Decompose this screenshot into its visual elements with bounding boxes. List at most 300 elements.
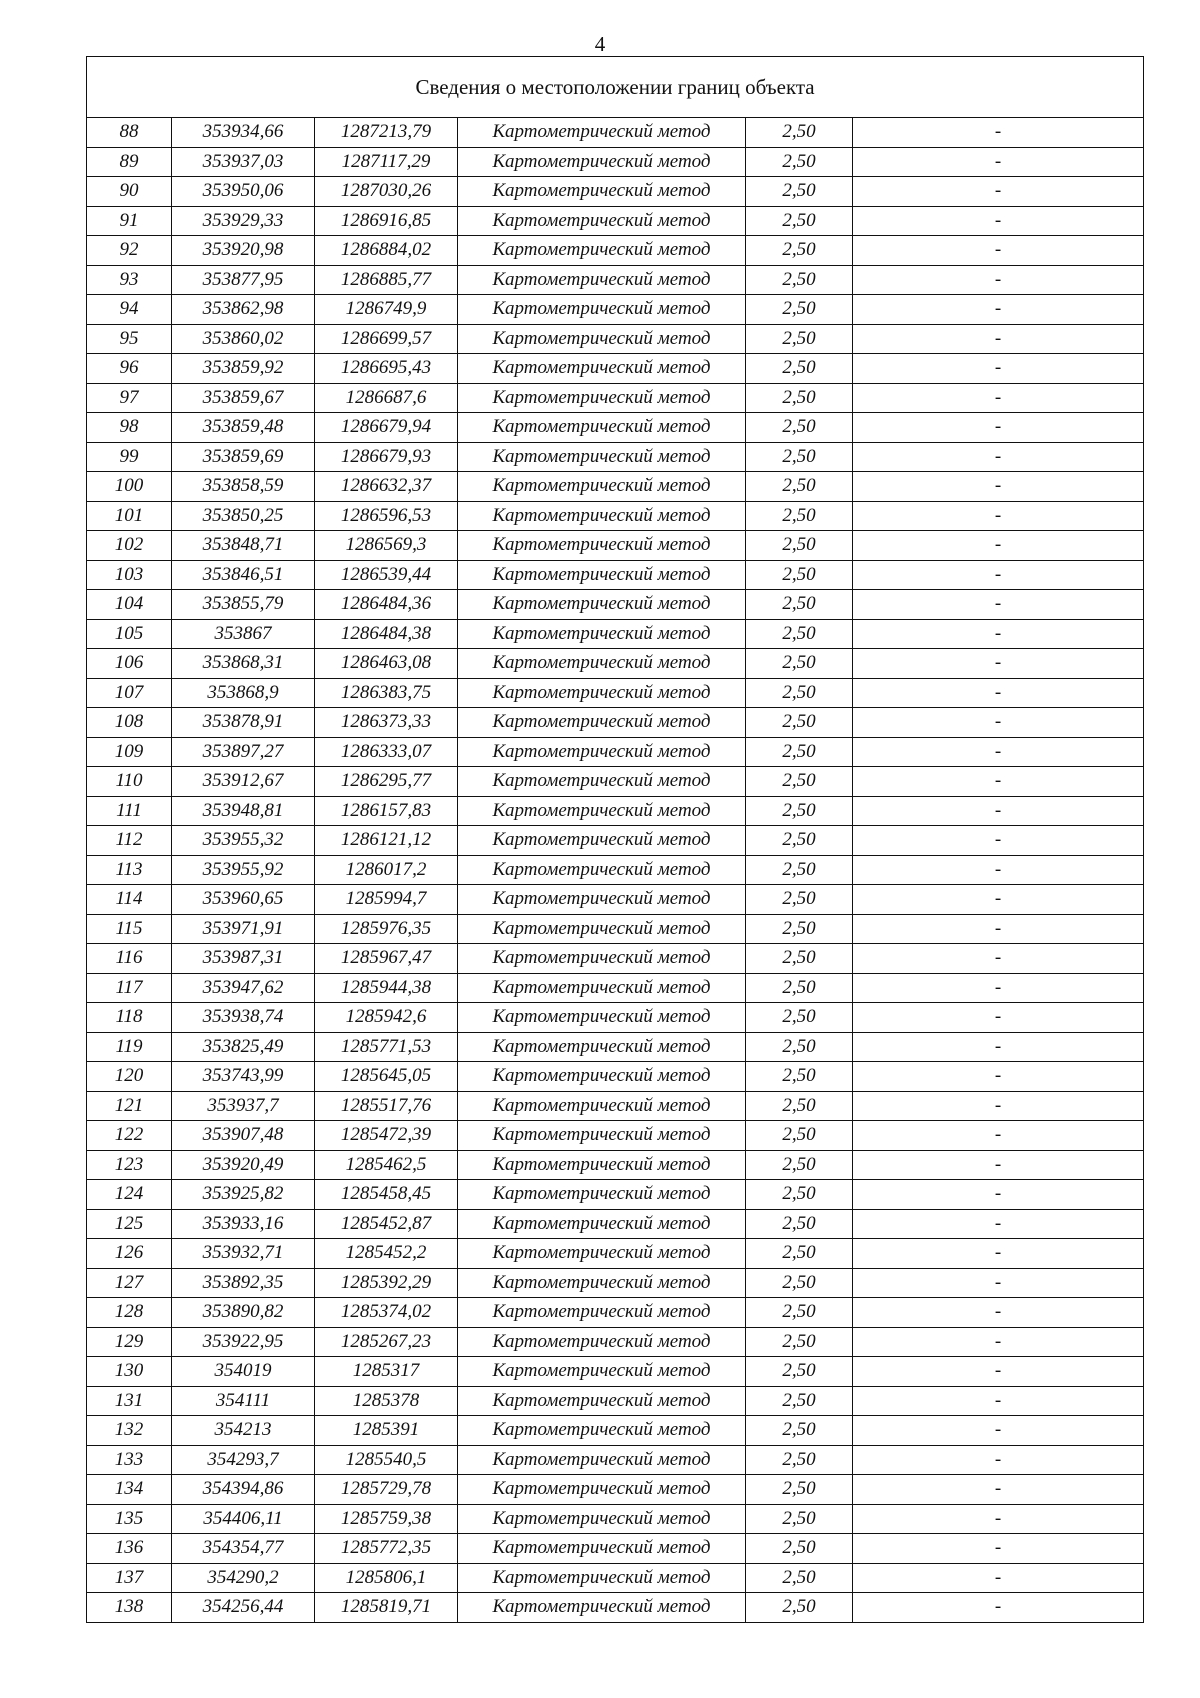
method-cell: Картометрический метод (458, 1150, 746, 1180)
table-row (87, 324, 1144, 354)
table-row (87, 531, 1144, 561)
point-number-cell: 106 (87, 649, 172, 679)
accuracy-cell: 2,50 (746, 472, 853, 502)
x-coordinate-cell: 353955,92 (172, 855, 315, 885)
point-number-cell: 118 (87, 1003, 172, 1033)
point-number-cell: 130 (87, 1357, 172, 1387)
x-coordinate-cell: 353859,92 (172, 354, 315, 384)
point-number-cell: 90 (87, 177, 172, 207)
y-coordinate-cell: 1285317 (315, 1357, 458, 1387)
point-number-cell: 134 (87, 1475, 172, 1505)
description-cell: - (853, 1268, 1144, 1298)
y-coordinate-cell: 1285391 (315, 1416, 458, 1446)
point-number-cell: 115 (87, 914, 172, 944)
y-coordinate-cell: 1286017,2 (315, 855, 458, 885)
table-row (87, 1150, 1144, 1180)
x-coordinate-cell: 353987,31 (172, 944, 315, 974)
table-row (87, 767, 1144, 797)
method-cell: Картометрический метод (458, 590, 746, 620)
x-coordinate-cell: 353925,82 (172, 1180, 315, 1210)
description-cell: - (853, 1534, 1144, 1564)
y-coordinate-cell: 1285462,5 (315, 1150, 458, 1180)
method-cell: Картометрический метод (458, 560, 746, 590)
method-cell: Картометрический метод (458, 147, 746, 177)
point-number-cell: 127 (87, 1268, 172, 1298)
accuracy-cell: 2,50 (746, 1003, 853, 1033)
x-coordinate-cell: 353950,06 (172, 177, 315, 207)
description-cell: - (853, 708, 1144, 738)
accuracy-cell: 2,50 (746, 914, 853, 944)
x-coordinate-cell: 353932,71 (172, 1239, 315, 1269)
table-row (87, 1357, 1144, 1387)
method-cell: Картометрический метод (458, 737, 746, 767)
x-coordinate-cell: 354293,7 (172, 1445, 315, 1475)
method-cell: Картометрический метод (458, 1003, 746, 1033)
point-number-cell: 99 (87, 442, 172, 472)
accuracy-cell: 2,50 (746, 678, 853, 708)
y-coordinate-cell: 1286679,94 (315, 413, 458, 443)
table-row (87, 472, 1144, 502)
accuracy-cell: 2,50 (746, 206, 853, 236)
y-coordinate-cell: 1286121,12 (315, 826, 458, 856)
y-coordinate-cell: 1285392,29 (315, 1268, 458, 1298)
description-cell: - (853, 413, 1144, 443)
x-coordinate-cell: 353850,25 (172, 501, 315, 531)
method-cell: Картометрический метод (458, 354, 746, 384)
table-row (87, 265, 1144, 295)
x-coordinate-cell: 353848,71 (172, 531, 315, 561)
point-number-cell: 122 (87, 1121, 172, 1151)
point-number-cell: 93 (87, 265, 172, 295)
accuracy-cell: 2,50 (746, 973, 853, 1003)
accuracy-cell: 2,50 (746, 383, 853, 413)
x-coordinate-cell: 353938,74 (172, 1003, 315, 1033)
table-row (87, 1209, 1144, 1239)
method-cell: Картометрический метод (458, 1357, 746, 1387)
x-coordinate-cell: 354394,86 (172, 1475, 315, 1505)
accuracy-cell: 2,50 (746, 1445, 853, 1475)
accuracy-cell: 2,50 (746, 1209, 853, 1239)
point-number-cell: 101 (87, 501, 172, 531)
point-number-cell: 89 (87, 147, 172, 177)
accuracy-cell: 2,50 (746, 826, 853, 856)
point-number-cell: 98 (87, 413, 172, 443)
description-cell: - (853, 472, 1144, 502)
description-cell: - (853, 826, 1144, 856)
y-coordinate-cell: 1285772,35 (315, 1534, 458, 1564)
accuracy-cell: 2,50 (746, 1563, 853, 1593)
point-number-cell: 110 (87, 767, 172, 797)
table-row (87, 383, 1144, 413)
accuracy-cell: 2,50 (746, 177, 853, 207)
y-coordinate-cell: 1285267,23 (315, 1327, 458, 1357)
method-cell: Картометрический метод (458, 501, 746, 531)
point-number-cell: 94 (87, 295, 172, 325)
table-row (87, 708, 1144, 738)
page-number: 4 (594, 32, 606, 56)
point-number-cell: 102 (87, 531, 172, 561)
accuracy-cell: 2,50 (746, 767, 853, 797)
x-coordinate-cell: 353948,81 (172, 796, 315, 826)
y-coordinate-cell: 1285452,2 (315, 1239, 458, 1269)
point-number-cell: 96 (87, 354, 172, 384)
x-coordinate-cell: 353920,49 (172, 1150, 315, 1180)
method-cell: Картометрический метод (458, 118, 746, 148)
description-cell: - (853, 383, 1144, 413)
method-cell: Картометрический метод (458, 796, 746, 826)
description-cell: - (853, 619, 1144, 649)
x-coordinate-cell: 353937,03 (172, 147, 315, 177)
description-cell: - (853, 1209, 1144, 1239)
point-number-cell: 131 (87, 1386, 172, 1416)
description-cell: - (853, 1593, 1144, 1623)
description-cell: - (853, 531, 1144, 561)
y-coordinate-cell: 1285819,71 (315, 1593, 458, 1623)
description-cell: - (853, 944, 1144, 974)
table-row (87, 1327, 1144, 1357)
y-coordinate-cell: 1286157,83 (315, 796, 458, 826)
x-coordinate-cell: 353971,91 (172, 914, 315, 944)
method-cell: Картометрический метод (458, 826, 746, 856)
table-row (87, 1268, 1144, 1298)
x-coordinate-cell: 353960,65 (172, 885, 315, 915)
x-coordinate-cell: 353868,31 (172, 649, 315, 679)
x-coordinate-cell: 353878,91 (172, 708, 315, 738)
description-cell: - (853, 649, 1144, 679)
method-cell: Картометрический метод (458, 177, 746, 207)
point-number-cell: 88 (87, 118, 172, 148)
x-coordinate-cell: 353897,27 (172, 737, 315, 767)
y-coordinate-cell: 1285378 (315, 1386, 458, 1416)
description-cell: - (853, 1121, 1144, 1151)
x-coordinate-cell: 353933,16 (172, 1209, 315, 1239)
boundary-table (86, 56, 1144, 1623)
x-coordinate-cell: 354256,44 (172, 1593, 315, 1623)
x-coordinate-cell: 353846,51 (172, 560, 315, 590)
accuracy-cell: 2,50 (746, 295, 853, 325)
y-coordinate-cell: 1286373,33 (315, 708, 458, 738)
point-number-cell: 100 (87, 472, 172, 502)
table-title: Сведения о местоположении границ объекта (87, 57, 1144, 118)
method-cell: Картометрический метод (458, 1593, 746, 1623)
method-cell: Картометрический метод (458, 1032, 746, 1062)
point-number-cell: 103 (87, 560, 172, 590)
description-cell: - (853, 560, 1144, 590)
y-coordinate-cell: 1286383,75 (315, 678, 458, 708)
description-cell: - (853, 324, 1144, 354)
method-cell: Картометрический метод (458, 1239, 746, 1269)
method-cell: Картометрический метод (458, 383, 746, 413)
table-row (87, 1416, 1144, 1446)
accuracy-cell: 2,50 (746, 531, 853, 561)
y-coordinate-cell: 1286463,08 (315, 649, 458, 679)
point-number-cell: 128 (87, 1298, 172, 1328)
point-number-cell: 97 (87, 383, 172, 413)
method-cell: Картометрический метод (458, 295, 746, 325)
point-number-cell: 138 (87, 1593, 172, 1623)
y-coordinate-cell: 1286916,85 (315, 206, 458, 236)
description-cell: - (853, 885, 1144, 915)
y-coordinate-cell: 1287117,29 (315, 147, 458, 177)
x-coordinate-cell: 353859,69 (172, 442, 315, 472)
x-coordinate-cell: 354019 (172, 1357, 315, 1387)
point-number-cell: 124 (87, 1180, 172, 1210)
accuracy-cell: 2,50 (746, 1062, 853, 1092)
x-coordinate-cell: 353929,33 (172, 206, 315, 236)
description-cell: - (853, 1475, 1144, 1505)
x-coordinate-cell: 354406,11 (172, 1504, 315, 1534)
x-coordinate-cell: 353855,79 (172, 590, 315, 620)
y-coordinate-cell: 1286484,38 (315, 619, 458, 649)
method-cell: Картометрический метод (458, 619, 746, 649)
table-row (87, 501, 1144, 531)
table-row (87, 560, 1144, 590)
y-coordinate-cell: 1286679,93 (315, 442, 458, 472)
description-cell: - (853, 1327, 1144, 1357)
table-row (87, 619, 1144, 649)
x-coordinate-cell: 353825,49 (172, 1032, 315, 1062)
method-cell: Картометрический метод (458, 944, 746, 974)
table-row (87, 855, 1144, 885)
accuracy-cell: 2,50 (746, 324, 853, 354)
description-cell: - (853, 1386, 1144, 1416)
method-cell: Картометрический метод (458, 1180, 746, 1210)
accuracy-cell: 2,50 (746, 1475, 853, 1505)
point-number-cell: 95 (87, 324, 172, 354)
table-row (87, 1534, 1144, 1564)
x-coordinate-cell: 353860,02 (172, 324, 315, 354)
description-cell: - (853, 737, 1144, 767)
accuracy-cell: 2,50 (746, 413, 853, 443)
point-number-cell: 126 (87, 1239, 172, 1269)
point-number-cell: 121 (87, 1091, 172, 1121)
y-coordinate-cell: 1286687,6 (315, 383, 458, 413)
table-row (87, 944, 1144, 974)
accuracy-cell: 2,50 (746, 1091, 853, 1121)
description-cell: - (853, 177, 1144, 207)
point-number-cell: 120 (87, 1062, 172, 1092)
y-coordinate-cell: 1285806,1 (315, 1563, 458, 1593)
table-row (87, 1032, 1144, 1062)
method-cell: Картометрический метод (458, 885, 746, 915)
point-number-cell: 92 (87, 236, 172, 266)
y-coordinate-cell: 1285729,78 (315, 1475, 458, 1505)
x-coordinate-cell: 353858,59 (172, 472, 315, 502)
description-cell: - (853, 1563, 1144, 1593)
method-cell: Картометрический метод (458, 914, 746, 944)
x-coordinate-cell: 353859,48 (172, 413, 315, 443)
method-cell: Картометрический метод (458, 1445, 746, 1475)
point-number-cell: 113 (87, 855, 172, 885)
method-cell: Картометрический метод (458, 324, 746, 354)
description-cell: - (853, 1091, 1144, 1121)
table-row (87, 1003, 1144, 1033)
point-number-cell: 105 (87, 619, 172, 649)
accuracy-cell: 2,50 (746, 944, 853, 974)
accuracy-cell: 2,50 (746, 1327, 853, 1357)
table-row (87, 206, 1144, 236)
description-cell: - (853, 206, 1144, 236)
accuracy-cell: 2,50 (746, 1121, 853, 1151)
y-coordinate-cell: 1285759,38 (315, 1504, 458, 1534)
accuracy-cell: 2,50 (746, 236, 853, 266)
accuracy-cell: 2,50 (746, 354, 853, 384)
table-row (87, 413, 1144, 443)
table-body (87, 57, 1144, 1623)
description-cell: - (853, 796, 1144, 826)
y-coordinate-cell: 1286884,02 (315, 236, 458, 266)
method-cell: Картометрический метод (458, 1386, 746, 1416)
accuracy-cell: 2,50 (746, 265, 853, 295)
y-coordinate-cell: 1286749,9 (315, 295, 458, 325)
y-coordinate-cell: 1285517,76 (315, 1091, 458, 1121)
x-coordinate-cell: 353862,98 (172, 295, 315, 325)
x-coordinate-cell: 354290,2 (172, 1563, 315, 1593)
x-coordinate-cell: 353743,99 (172, 1062, 315, 1092)
y-coordinate-cell: 1285645,05 (315, 1062, 458, 1092)
x-coordinate-cell: 353922,95 (172, 1327, 315, 1357)
table-row (87, 1386, 1144, 1416)
method-cell: Картометрический метод (458, 206, 746, 236)
accuracy-cell: 2,50 (746, 1032, 853, 1062)
accuracy-cell: 2,50 (746, 1239, 853, 1269)
accuracy-cell: 2,50 (746, 1180, 853, 1210)
method-cell: Картометрический метод (458, 1091, 746, 1121)
accuracy-cell: 2,50 (746, 855, 853, 885)
x-coordinate-cell: 354111 (172, 1386, 315, 1416)
x-coordinate-cell: 354213 (172, 1416, 315, 1446)
description-cell: - (853, 973, 1144, 1003)
description-cell: - (853, 501, 1144, 531)
y-coordinate-cell: 1287213,79 (315, 118, 458, 148)
point-number-cell: 107 (87, 678, 172, 708)
description-cell: - (853, 1298, 1144, 1328)
y-coordinate-cell: 1287030,26 (315, 177, 458, 207)
method-cell: Картометрический метод (458, 1327, 746, 1357)
accuracy-cell: 2,50 (746, 1416, 853, 1446)
x-coordinate-cell: 353912,67 (172, 767, 315, 797)
description-cell: - (853, 118, 1144, 148)
x-coordinate-cell: 353920,98 (172, 236, 315, 266)
point-number-cell: 116 (87, 944, 172, 974)
x-coordinate-cell: 353877,95 (172, 265, 315, 295)
point-number-cell: 117 (87, 973, 172, 1003)
description-cell: - (853, 295, 1144, 325)
y-coordinate-cell: 1285944,38 (315, 973, 458, 1003)
y-coordinate-cell: 1285771,53 (315, 1032, 458, 1062)
point-number-cell: 135 (87, 1504, 172, 1534)
table-row (87, 1504, 1144, 1534)
method-cell: Картометрический метод (458, 442, 746, 472)
table-row (87, 1593, 1144, 1623)
y-coordinate-cell: 1286695,43 (315, 354, 458, 384)
point-number-cell: 119 (87, 1032, 172, 1062)
method-cell: Картометрический метод (458, 1209, 746, 1239)
accuracy-cell: 2,50 (746, 501, 853, 531)
accuracy-cell: 2,50 (746, 1593, 853, 1623)
table-row (87, 147, 1144, 177)
method-cell: Картометрический метод (458, 1534, 746, 1564)
method-cell: Картометрический метод (458, 973, 746, 1003)
table-row (87, 1445, 1144, 1475)
description-cell: - (853, 1504, 1144, 1534)
point-number-cell: 112 (87, 826, 172, 856)
description-cell: - (853, 678, 1144, 708)
accuracy-cell: 2,50 (746, 619, 853, 649)
point-number-cell: 137 (87, 1563, 172, 1593)
description-cell: - (853, 236, 1144, 266)
description-cell: - (853, 1003, 1144, 1033)
method-cell: Картометрический метод (458, 649, 746, 679)
accuracy-cell: 2,50 (746, 1150, 853, 1180)
accuracy-cell: 2,50 (746, 1357, 853, 1387)
y-coordinate-cell: 1286699,57 (315, 324, 458, 354)
x-coordinate-cell: 354354,77 (172, 1534, 315, 1564)
table-row (87, 590, 1144, 620)
point-number-cell: 136 (87, 1534, 172, 1564)
accuracy-cell: 2,50 (746, 1504, 853, 1534)
description-cell: - (853, 147, 1144, 177)
accuracy-cell: 2,50 (746, 737, 853, 767)
method-cell: Картометрический метод (458, 678, 746, 708)
y-coordinate-cell: 1285942,6 (315, 1003, 458, 1033)
y-coordinate-cell: 1285472,39 (315, 1121, 458, 1151)
method-cell: Картометрический метод (458, 1504, 746, 1534)
accuracy-cell: 2,50 (746, 442, 853, 472)
accuracy-cell: 2,50 (746, 118, 853, 148)
description-cell: - (853, 855, 1144, 885)
description-cell: - (853, 1445, 1144, 1475)
y-coordinate-cell: 1286569,3 (315, 531, 458, 561)
table-row (87, 1180, 1144, 1210)
y-coordinate-cell: 1286885,77 (315, 265, 458, 295)
description-cell: - (853, 1357, 1144, 1387)
accuracy-cell: 2,50 (746, 147, 853, 177)
description-cell: - (853, 914, 1144, 944)
y-coordinate-cell: 1286295,77 (315, 767, 458, 797)
accuracy-cell: 2,50 (746, 560, 853, 590)
table-row (87, 295, 1144, 325)
table-row (87, 1298, 1144, 1328)
point-number-cell: 104 (87, 590, 172, 620)
table-row (87, 442, 1144, 472)
accuracy-cell: 2,50 (746, 796, 853, 826)
table-row (87, 236, 1144, 266)
point-number-cell: 91 (87, 206, 172, 236)
point-number-cell: 114 (87, 885, 172, 915)
table-title-row (87, 57, 1144, 118)
accuracy-cell: 2,50 (746, 1268, 853, 1298)
y-coordinate-cell: 1286539,44 (315, 560, 458, 590)
description-cell: - (853, 1150, 1144, 1180)
description-cell: - (853, 1239, 1144, 1269)
x-coordinate-cell: 353890,82 (172, 1298, 315, 1328)
method-cell: Картометрический метод (458, 855, 746, 885)
description-cell: - (853, 442, 1144, 472)
y-coordinate-cell: 1286484,36 (315, 590, 458, 620)
x-coordinate-cell: 353937,7 (172, 1091, 315, 1121)
accuracy-cell: 2,50 (746, 708, 853, 738)
table-row (87, 1239, 1144, 1269)
method-cell: Картометрический метод (458, 1563, 746, 1593)
x-coordinate-cell: 353907,48 (172, 1121, 315, 1151)
y-coordinate-cell: 1285374,02 (315, 1298, 458, 1328)
table-row (87, 1091, 1144, 1121)
table-row (87, 1475, 1144, 1505)
table-row (87, 1062, 1144, 1092)
y-coordinate-cell: 1285967,47 (315, 944, 458, 974)
table-row (87, 354, 1144, 384)
